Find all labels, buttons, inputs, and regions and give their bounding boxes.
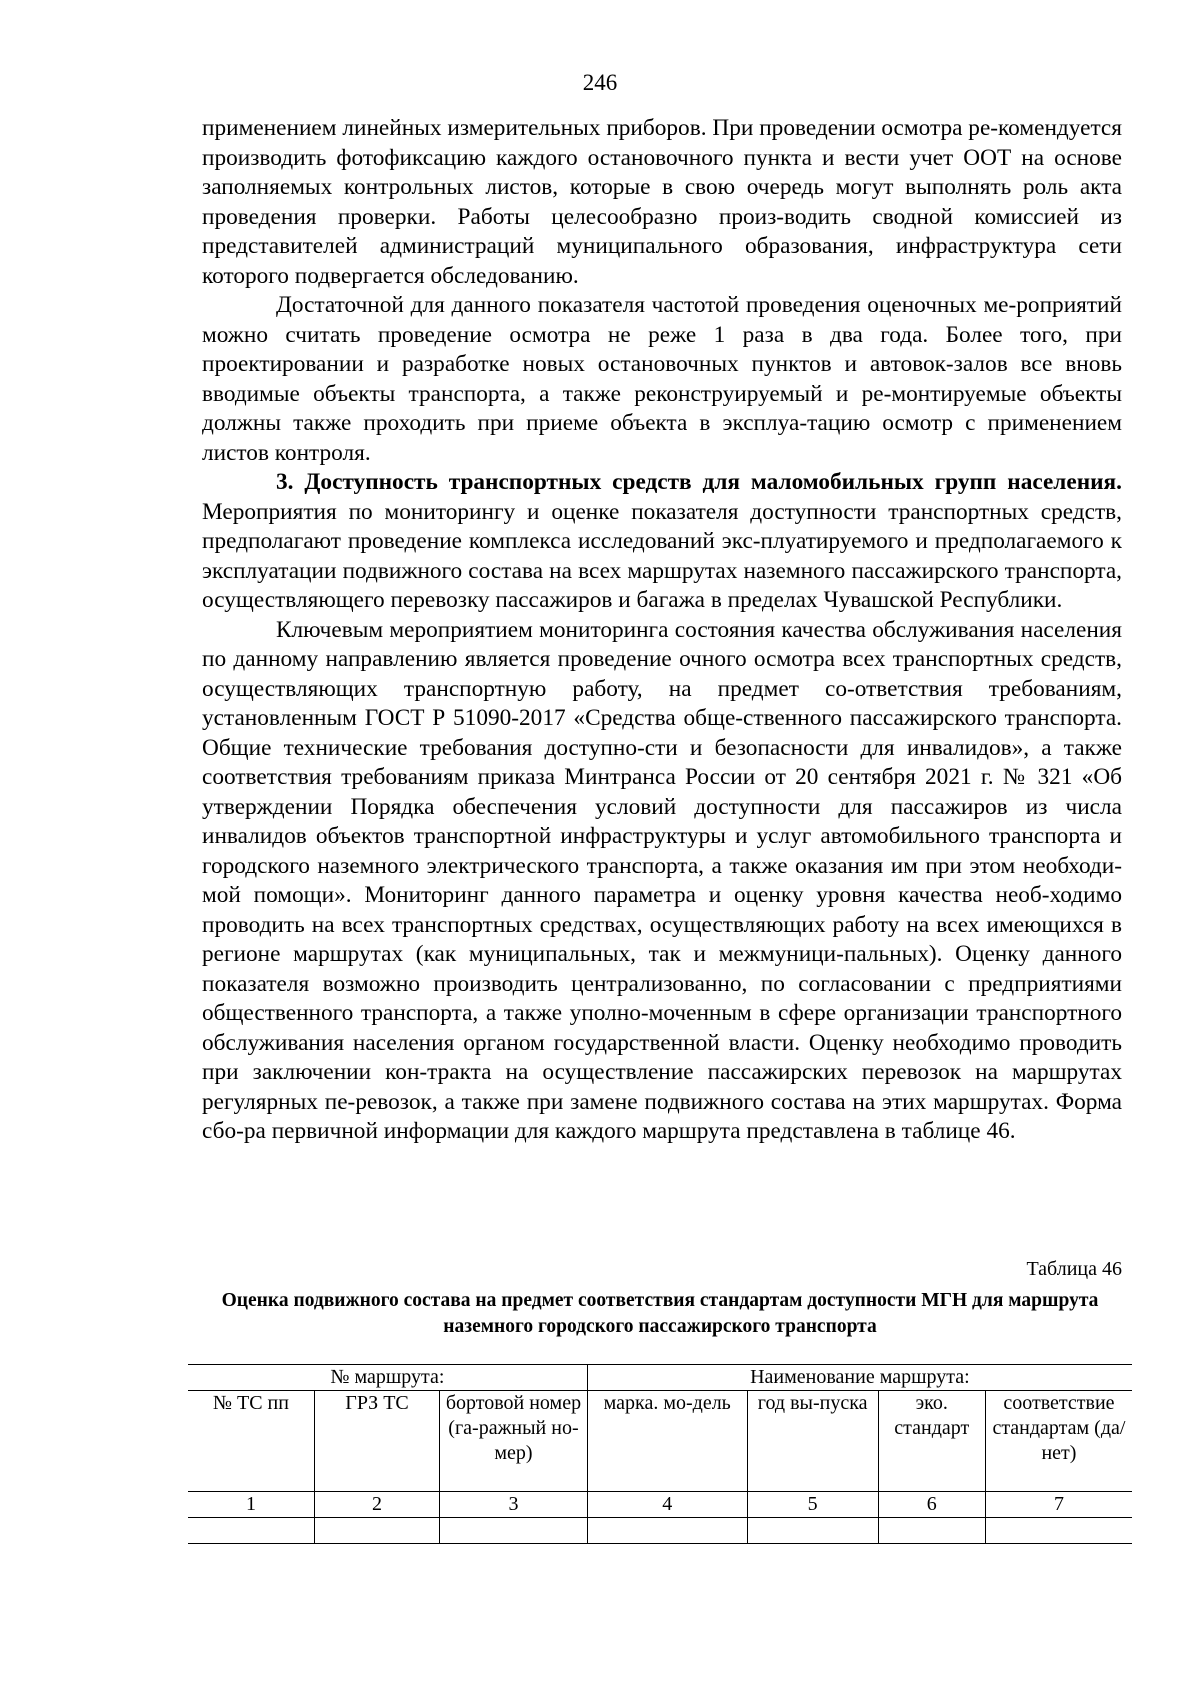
empty-cell <box>878 1518 985 1544</box>
document-body <box>202 114 1122 1147</box>
column-header: эко. стандарт <box>878 1391 985 1492</box>
table-title: Оценка подвижного состава на предмет соответствия стандартам доступности МГН для маршрута наземного городского пассажирского транспорта <box>221 1290 1099 1337</box>
table-number-row <box>188 1492 1132 1518</box>
empty-cell <box>747 1518 878 1544</box>
table-empty-row <box>188 1518 1132 1544</box>
empty-cell <box>314 1518 439 1544</box>
route-name-label: Наименование маршрута: <box>587 1365 1132 1391</box>
column-number: 7 <box>985 1492 1132 1518</box>
paragraph-4: Ключевым мероприятием мониторинга состояния качества обслуживания населения по данному направлению является проведение очного осмотра всех транспортных средств, осуществляющих транспортную работу, на предмет со-ответствия требованиям, установленным ГОСТ Р 51090-2017 «Средства обще-ственного пассажирского транспорта. Общие технические требования доступно-сти и безопасности для инвалидов», а также соответствия требованиям приказа Минтранса России от 20 сентября 2021 г. № 321 «Об утверждении Порядка обеспечения условий доступности для пассажиров из числа инвалидов объектов транспортной инфраструктуры и услуг автомобильного транспорта и городского наземного электрического транспорта, а также оказания им при этом необходи-мой помощи». Мониторинг данного параметра и оценку уровня качества необ-ходимо проводить на всех транспортных средствах, осуществляющих работу на всех имеющихся в регионе маршрутах (как муниципальных, так и межмуници-пальных). Оценку данного показателя возможно производить централизованно, по согласовании с предприятиями общественного транспорта, а также уполно-моченным в сфере организации транспортного обслуживания населения органом государственной власти. Оценку необходимо проводить при заключении кон-тракта на осуществление пассажирских перевозок на маршрутах регулярных пе-ревозок, а также при замене подвижного состава на этих маршрутах. Форма сбо-ра первичной информации для каждого маршрута представлена в таблице 46. <box>202 616 1122 1144</box>
section-3-heading: 3. Доступность транспортных средств для маломобильных групп населения. <box>276 469 1122 495</box>
table-caption: Таблица 46 <box>1026 1258 1122 1280</box>
column-number: 2 <box>314 1492 439 1518</box>
empty-cell <box>985 1518 1132 1544</box>
table-header-row <box>188 1391 1132 1492</box>
column-number: 4 <box>587 1492 747 1518</box>
column-number: 3 <box>440 1492 588 1518</box>
column-header: ГРЗ ТС <box>314 1391 439 1492</box>
route-number-label: № маршрута: <box>188 1365 587 1391</box>
column-number: 1 <box>188 1492 314 1518</box>
empty-cell <box>188 1518 314 1544</box>
column-header: бортовой номер (га-ражный но-мер) <box>440 1391 588 1492</box>
section-3-text: Мероприятия по мониторингу и оценке показателя доступности транспортных средств, предполагают проведение комплекса исследований экс-плуатируемого и предполагаемого к эксплуатации подвижного состава на всех маршрутах наземного пассажирского транспорта, осуществляющего перевозку пассажиров и багажа в пределах Чувашской Республики. <box>202 498 1122 613</box>
table-route-row <box>188 1365 1132 1391</box>
assessment-table <box>188 1364 1132 1544</box>
paragraph-2: Достаточной для данного показателя частотой проведения оценочных ме-роприятий можно считать проведение осмотра не реже 1 раза в два года. Более того, при проектировании и разработке новых остановочных пунктов и автовок-залов все вновь вводимые объекты транспорта, а также реконструируемый и ре-монтируемые объекты должны также проходить при приеме объекта в эксплуа-тацию осмотр с применением листов контроля. <box>202 292 1122 466</box>
column-number: 6 <box>878 1492 985 1518</box>
column-header: соответствие стандартам (да/нет) <box>985 1391 1132 1492</box>
paragraph-1: применением линейных измерительных приборов. При проведении осмотра ре-комендуется производить фотофиксацию каждого остановочного пункта и вести учет ООТ на основе заполняемых контрольных листов, которые в свою очередь могут выполнять роль акта проведения проверки. Работы целесообразно произ-водить сводной комиссией из представителей администраций муниципального образования, инфраструктура сети которого подвергается обследованию. <box>202 115 1122 289</box>
column-header: марка. мо-дель <box>587 1391 747 1492</box>
page-number: 246 <box>582 70 618 95</box>
column-header: год вы-пуска <box>747 1391 878 1492</box>
empty-cell <box>440 1518 588 1544</box>
section-3-paragraph <box>202 468 1122 616</box>
column-header: № ТС пп <box>188 1391 314 1492</box>
column-number: 5 <box>747 1492 878 1518</box>
empty-cell <box>587 1518 747 1544</box>
